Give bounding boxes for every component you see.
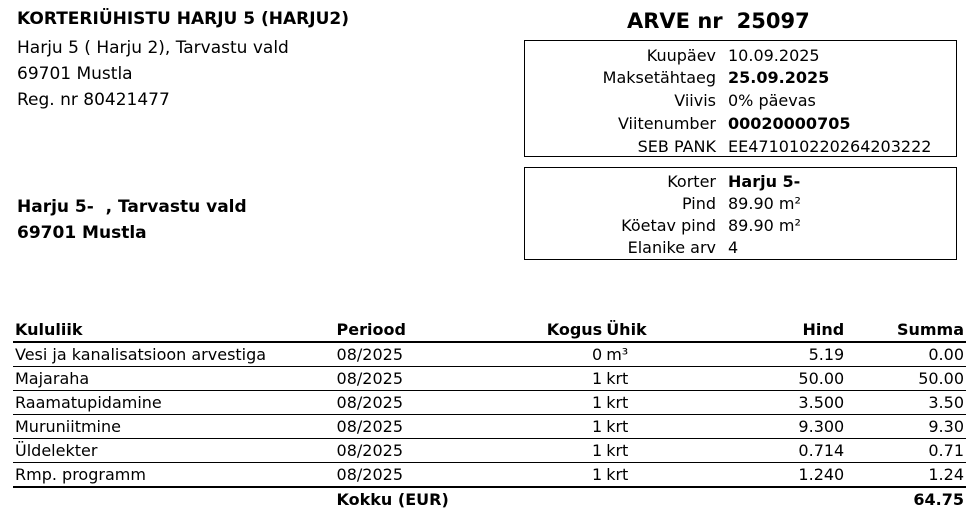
apartment-field [525,236,956,259]
apartment-field [525,170,956,193]
cell-period: 08/2025 [335,391,505,415]
cell-price: 5.19 [723,342,846,367]
cell-qty: 1 [505,463,604,488]
total-value: 64.75 [846,487,966,511]
issuer-address-line1: Harju 5 ( Harju 2), Tarvastu vald [17,38,289,58]
table-row [13,367,966,391]
invoice-field [525,112,956,135]
recipient-address-line1: Harju 5- , Tarvastu vald [17,197,247,217]
header-uhik: Ühik [604,318,723,342]
cell-sum: 3.50 [846,391,966,415]
cell-price: 1.240 [723,463,846,488]
cell-price: 0.714 [723,439,846,463]
table-row [13,463,966,488]
cell-unit: krt [604,391,723,415]
apartment-field-value: Harju 5- [728,172,801,191]
cell-qty: 0 [505,342,604,367]
cell-name: Vesi ja kanalisatsioon arvestiga [13,342,335,367]
apartment-field-value: 89.90 m² [728,216,801,235]
cell-qty: 1 [505,439,604,463]
cell-price: 50.00 [723,367,846,391]
cell-qty: 1 [505,391,604,415]
invoice-field-label: Maksetähtaeg [602,68,716,87]
table-header-row [13,318,966,342]
cell-period: 08/2025 [335,342,505,367]
table-total-row [13,487,966,511]
cell-price: 9.300 [723,415,846,439]
apartment-field-label: Korter [667,172,716,191]
cell-sum: 1.24 [846,463,966,488]
invoice-field-value: 10.09.2025 [728,46,820,65]
cell-sum: 9.30 [846,415,966,439]
invoice-number: 25097 [736,9,810,33]
apartment-field-label: Elanike arv [627,238,716,257]
cell-name: Raamatupidamine [13,391,335,415]
apartment-field [525,214,956,237]
invoice-field [525,66,956,89]
table-row [13,391,966,415]
invoice-title-label: ARVE nr [627,9,723,33]
cell-sum: 50.00 [846,367,966,391]
table-row [13,342,966,367]
header-periood: Periood [335,318,505,342]
invoice-field-value: 0% päevas [728,91,816,110]
cell-unit: krt [604,415,723,439]
header-kogus: Kogus [505,318,604,342]
invoice-details-box [524,40,957,157]
apartment-field-label: Köetav pind [621,216,716,235]
recipient-address-line2: 69701 Mustla [17,223,147,243]
apartment-field-value: 4 [728,238,739,257]
cell-period: 08/2025 [335,367,505,391]
header-kululiik: Kululiik [13,318,335,342]
cell-unit: krt [604,439,723,463]
total-label: Kokku (EUR) [335,487,505,511]
invoice-field-value: 25.09.2025 [728,68,830,87]
cell-unit: krt [604,367,723,391]
invoice-field-label: Viitenumber [617,114,716,133]
issuer-name: KORTERIÜHISTU HARJU 5 (HARJU2) [17,9,349,29]
cell-qty: 1 [505,415,604,439]
cell-name: Üldelekter [13,439,335,463]
invoice-field-value: 00020000705 [728,114,851,133]
invoice-field-label: SEB PANK [637,137,716,156]
invoice-title [627,9,810,33]
invoice-field [525,89,956,112]
invoice-field [525,135,956,158]
cell-sum: 0.71 [846,439,966,463]
cell-period: 08/2025 [335,415,505,439]
issuer-reg-number: Reg. nr 80421477 [17,90,170,110]
cell-unit: m³ [604,342,723,367]
invoice-field-label: Viivis [674,91,716,110]
apartment-field [525,192,956,215]
cell-period: 08/2025 [335,463,505,488]
invoice-field-value: EE471010220264203222 [728,137,932,156]
table-row [13,415,966,439]
invoice-field [525,44,956,67]
issuer-address-line2: 69701 Mustla [17,64,133,84]
invoice-items-table [13,318,966,511]
table-row [13,439,966,463]
cell-unit: krt [604,463,723,488]
header-hind: Hind [723,318,846,342]
cell-price: 3.500 [723,391,846,415]
cell-qty: 1 [505,367,604,391]
cell-sum: 0.00 [846,342,966,367]
invoice-field-label: Kuupäev [646,46,716,65]
cell-name: Muruniitmine [13,415,335,439]
cell-period: 08/2025 [335,439,505,463]
apartment-field-label: Pind [681,194,716,213]
header-summa: Summa [846,318,966,342]
cell-name: Majaraha [13,367,335,391]
apartment-field-value: 89.90 m² [728,194,801,213]
cell-name: Rmp. programm [13,463,335,488]
apartment-details-box [524,167,957,260]
